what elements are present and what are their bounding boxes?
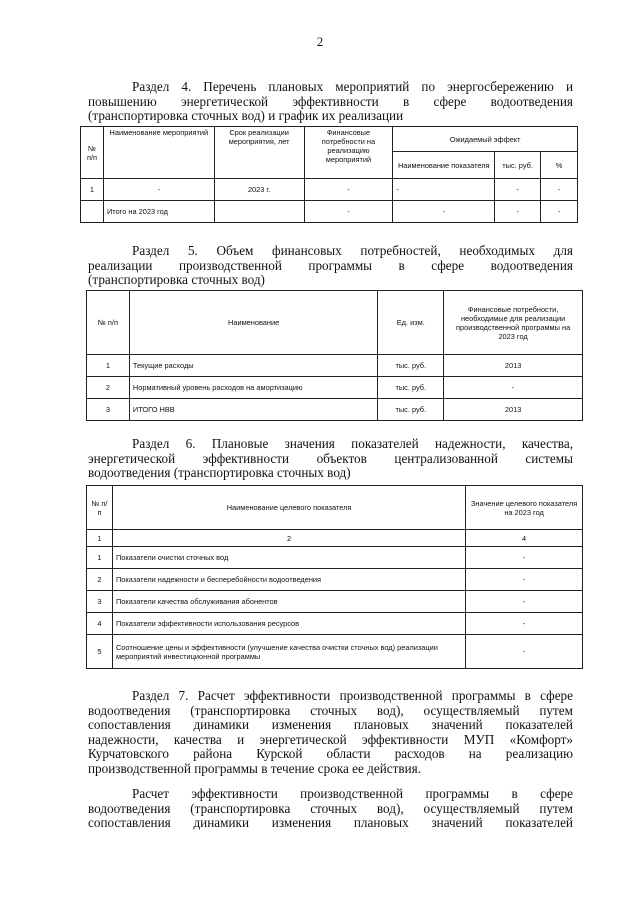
- section4-heading-line: Раздел 4. Перечень плановых мероприятий по энергосбережению и: [132, 79, 573, 94]
- cell: -: [393, 201, 495, 223]
- section4-heading-line: повышению энергетической эффективности в сфере водоотведения: [88, 93, 573, 109]
- section5-table: [86, 290, 583, 421]
- cell: Итого на 2023 год: [103, 201, 214, 223]
- cell: -: [103, 179, 214, 201]
- section4-heading-line: (транспортировка сточных вод) и график их реализации: [88, 108, 404, 124]
- cell: -: [541, 201, 578, 223]
- s4-header-finance: Финансовые потребности на реализацию мероприятий: [304, 127, 393, 179]
- page-number: 2: [316, 34, 324, 49]
- cell: Соотношение цены и эффективности (улучшение качества очистки сточных вод) реализации мероприятий инвестиционной программы: [112, 635, 465, 669]
- cell: 2: [87, 377, 130, 399]
- cell: 2013: [444, 355, 583, 377]
- s6-colnum-1: 1: [87, 530, 113, 547]
- table-row: [87, 591, 583, 613]
- cell: Текущие расходы: [129, 355, 377, 377]
- cell: Показатели эффективности использования ресурсов: [112, 613, 465, 635]
- s5-header-name: Наименование: [129, 291, 377, 355]
- cell: 5: [87, 635, 113, 669]
- cell: Нормативный уровень расходов на амортизацию: [129, 377, 377, 399]
- section5-heading: [88, 244, 573, 288]
- section4-table: [80, 126, 578, 223]
- s5-header-num: № п/п: [87, 291, 130, 355]
- section7-line: водоотведения (транспортировка сточных вод), осуществляемый путем: [88, 800, 573, 816]
- section6-heading-line: водоотведения (транспортировка сточных вод): [88, 465, 351, 481]
- cell: 2023 г.: [214, 179, 304, 201]
- s4-header-effect-name: Наименование показателя: [393, 152, 495, 179]
- section7-line: надежности, качества и энергетической эффективности МУП «Комфорт»: [88, 731, 573, 747]
- cell: -: [466, 547, 583, 569]
- cell: -: [466, 569, 583, 591]
- s5-header-finance: Финансовые потребности, необходимые для реализации производственной программы на 2023 год: [444, 291, 583, 355]
- cell: -: [495, 179, 541, 201]
- s6-header-num: № п/п: [87, 486, 113, 530]
- cell: тыс. руб.: [378, 399, 444, 421]
- section7-line: сопоставления динамики изменения плановых значений показателей: [88, 815, 573, 831]
- s6-colnum-3: 4: [466, 530, 583, 547]
- s6-header-name: Наименование целевого показателя: [112, 486, 465, 530]
- s4-header-effect: Ожидаемый эффект: [393, 127, 578, 152]
- cell: -: [466, 591, 583, 613]
- cell: Показатели очистки сточных вод: [112, 547, 465, 569]
- cell: тыс. руб.: [378, 355, 444, 377]
- s6-header-value: Значение целевого показателя на 2023 год: [466, 486, 583, 530]
- s6-colnum-2: 2: [112, 530, 465, 547]
- section7-line: сопоставления динамики изменения плановых значений показателей: [88, 717, 573, 733]
- section5-heading-line: реализации производственной программы в сфере водоотведения: [88, 257, 573, 273]
- cell: [81, 201, 104, 223]
- cell: -: [541, 179, 578, 201]
- section4-heading: [88, 80, 573, 124]
- cell: -: [304, 201, 393, 223]
- section6-heading-line: энергетической эффективности объектов централизованной системы: [88, 450, 573, 466]
- section7-paragraph-2: [88, 787, 573, 831]
- cell: -: [495, 201, 541, 223]
- table-row: [87, 613, 583, 635]
- cell: тыс. руб.: [378, 377, 444, 399]
- cell: ИТОГО НВВ: [129, 399, 377, 421]
- section7-line: Курчатовского района Курской области расходов на реализацию: [88, 746, 573, 762]
- table-row: [81, 201, 578, 223]
- s4-header-effect-rub: тыс. руб.: [495, 152, 541, 179]
- s5-header-unit: Ед. изм.: [378, 291, 444, 355]
- cell: Показатели надежности и бесперебойности водоотведения: [112, 569, 465, 591]
- cell: -: [466, 635, 583, 669]
- cell: 1: [87, 547, 113, 569]
- cell: 2: [87, 569, 113, 591]
- s4-header-term: Срок реализации мероприятия, лет: [214, 127, 304, 179]
- section6-heading-line: Раздел 6. Плановые значения показателей надежности, качества,: [132, 436, 573, 451]
- cell: -: [304, 179, 393, 201]
- cell: 3: [87, 591, 113, 613]
- s4-header-effect-pct: %: [541, 152, 578, 179]
- cell: [214, 201, 304, 223]
- section7-line: водоотведения (транспортировка сточных вод), осуществляемый путем: [88, 702, 573, 718]
- cell: 4: [87, 613, 113, 635]
- cell: 3: [87, 399, 130, 421]
- table-row: [87, 399, 583, 421]
- table-row: [87, 355, 583, 377]
- section7-line: Расчет эффективности производственной программы в сфере: [132, 786, 573, 801]
- table-row: [87, 569, 583, 591]
- cell: 1: [87, 355, 130, 377]
- table-row: [87, 547, 583, 569]
- cell: -: [393, 179, 495, 201]
- s4-header-num: № п/п: [81, 127, 104, 179]
- cell: 2013: [444, 399, 583, 421]
- cell: Показатели качества обслуживания абонентов: [112, 591, 465, 613]
- table-row: [87, 635, 583, 669]
- section6-table: [86, 485, 583, 669]
- section5-heading-line: Раздел 5. Объем финансовых потребностей, необходимых для: [132, 243, 573, 258]
- section7-line: производственной программы в течение срока ее действия.: [88, 760, 422, 776]
- table-row: [81, 179, 578, 201]
- table-row: [87, 377, 583, 399]
- cell: 1: [81, 179, 104, 201]
- section7-line: Раздел 7. Расчет эффективности производственной программы в сфере: [132, 688, 573, 703]
- cell: -: [466, 613, 583, 635]
- section5-heading-line: (транспортировка сточных вод): [88, 272, 265, 288]
- s4-header-name: Наименование мероприятий: [103, 127, 214, 179]
- cell: -: [444, 377, 583, 399]
- section6-heading: [88, 437, 573, 481]
- section7-paragraph: [88, 689, 573, 777]
